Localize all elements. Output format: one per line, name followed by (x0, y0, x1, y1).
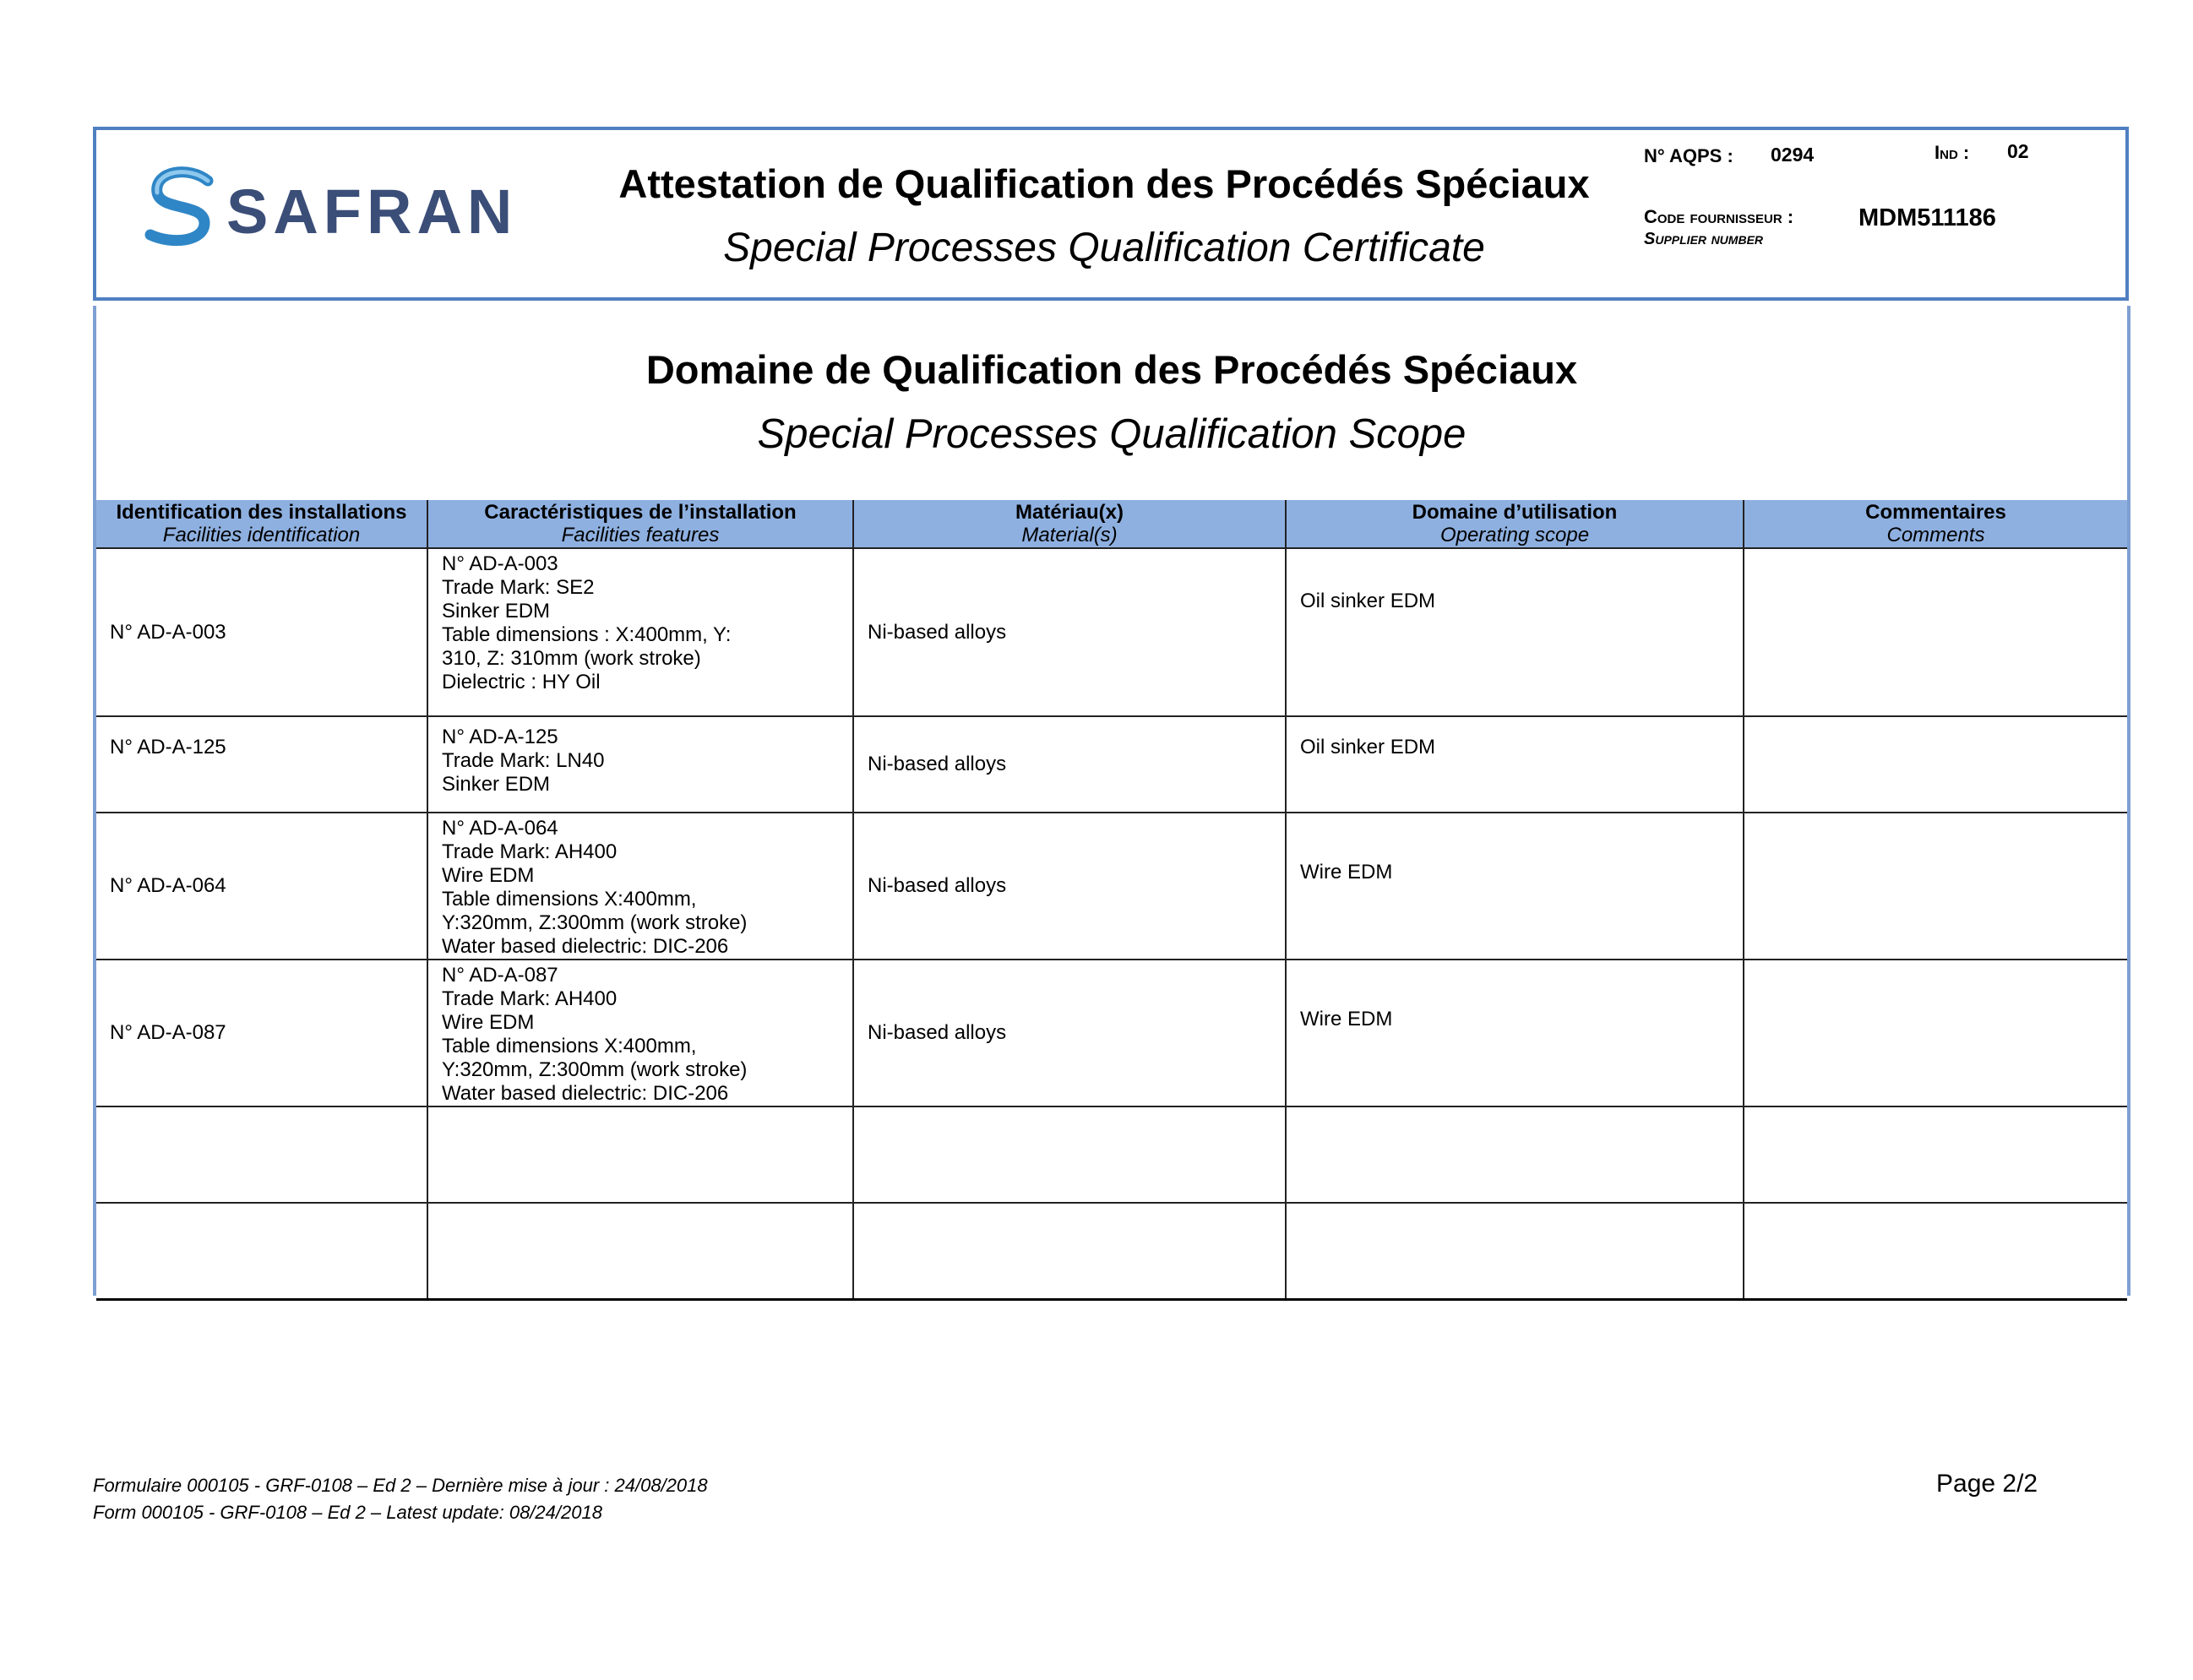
material-cell: Ni-based alloys (853, 716, 1286, 813)
footer-form-ref-en: Form 000105 - GRF-0108 – Ed 2 – Latest update: 08/24/2018 (93, 1502, 602, 1523)
material-cell: Ni-based alloys (853, 813, 1286, 960)
qualification-scope (93, 306, 2130, 1296)
column-header-materials: Matériau(x) Material(s) (853, 500, 1286, 548)
comment-cell (1744, 813, 2127, 960)
table-row (96, 960, 2127, 1106)
scope-title-fr: Domaine de Qualification des Procédés Spéciaux (645, 347, 1578, 392)
aqps-value: 0294 (1771, 144, 1815, 166)
logo-wordmark: SAFRAN (226, 177, 518, 247)
column-header-operating-scope: Domaine d’utilisation Operating scope (1286, 500, 1744, 548)
ind-value: 02 (2007, 140, 2029, 162)
certificate-header (93, 127, 2129, 301)
comment-cell (1744, 548, 2127, 716)
material-cell: Ni-based alloys (853, 960, 1286, 1106)
table-row (96, 548, 2127, 716)
empty-table-row (96, 1203, 2127, 1299)
footer-form-ref-fr: Formulaire 000105 - GRF-0108 – Ed 2 – Dernière mise à jour : 24/08/2018 (93, 1475, 708, 1496)
safran-swoosh-icon (139, 164, 223, 248)
safran-logo (139, 164, 518, 248)
comment-cell (1744, 960, 2127, 1106)
supplier-number-label: Supplier number (1644, 230, 1764, 248)
table-row (96, 716, 2127, 813)
facility-features-cell: N° AD-A-125 Trade Mark: LN40 Sinker EDM (427, 716, 853, 813)
operating-scope-cell: Oil sinker EDM (1286, 716, 1744, 813)
comment-cell (1744, 716, 2127, 813)
facility-id-cell: N° AD-A-064 (96, 813, 427, 960)
column-header-features: Caractéristiques de l’installation Facilities features (427, 500, 853, 548)
certificate-title-fr: Attestation de Qualification des Procédés Spéciaux (618, 161, 1590, 206)
material-cell: Ni-based alloys (853, 548, 1286, 716)
table-header-row (96, 500, 2127, 548)
facility-features-cell: N° AD-A-064 Trade Mark: AH400 Wire EDM Table dimensions X:400mm, Y:320mm, Z:300mm (work stroke) Water based dielectric: DIC-206 (427, 813, 853, 960)
facility-features-cell: N° AD-A-087 Trade Mark: AH400 Wire EDM Table dimensions X:400mm, Y:320mm, Z:300mm (work stroke) Water based dielectric: DIC-206 (427, 960, 853, 1106)
page-number: Page 2/2 (1936, 1470, 2038, 1498)
ind-label: Ind : (1935, 142, 1970, 163)
certificate-title-en: Special Processes Qualification Certificate (723, 226, 1485, 270)
scope-title-en: Special Processes Qualification Scope (757, 411, 1467, 457)
column-header-facility-id: Identification des installations Facilities identification (96, 500, 427, 548)
empty-table-row (96, 1106, 2127, 1203)
aqps-label: N° AQPS : (1644, 145, 1733, 166)
facility-id-cell: N° AD-A-125 (96, 716, 427, 813)
operating-scope-cell: Wire EDM (1286, 960, 1744, 1106)
column-header-comments: Commentaires Comments (1744, 500, 2127, 548)
operating-scope-cell: Oil sinker EDM (1286, 548, 1744, 716)
supplier-code-value: MDM511186 (1858, 204, 1996, 231)
operating-scope-cell: Wire EDM (1286, 813, 1744, 960)
facility-features-cell: N° AD-A-003 Trade Mark: SE2 Sinker EDM Table dimensions : X:400mm, Y: 310, Z: 310mm (work stroke) Dielectric : HY Oil (427, 548, 853, 716)
facility-id-cell: N° AD-A-087 (96, 960, 427, 1106)
facility-id-cell: N° AD-A-003 (96, 548, 427, 716)
supplier-code-label: Code fournisseur : (1644, 206, 1794, 227)
table-row (96, 813, 2127, 960)
scope-table (96, 500, 2127, 1301)
